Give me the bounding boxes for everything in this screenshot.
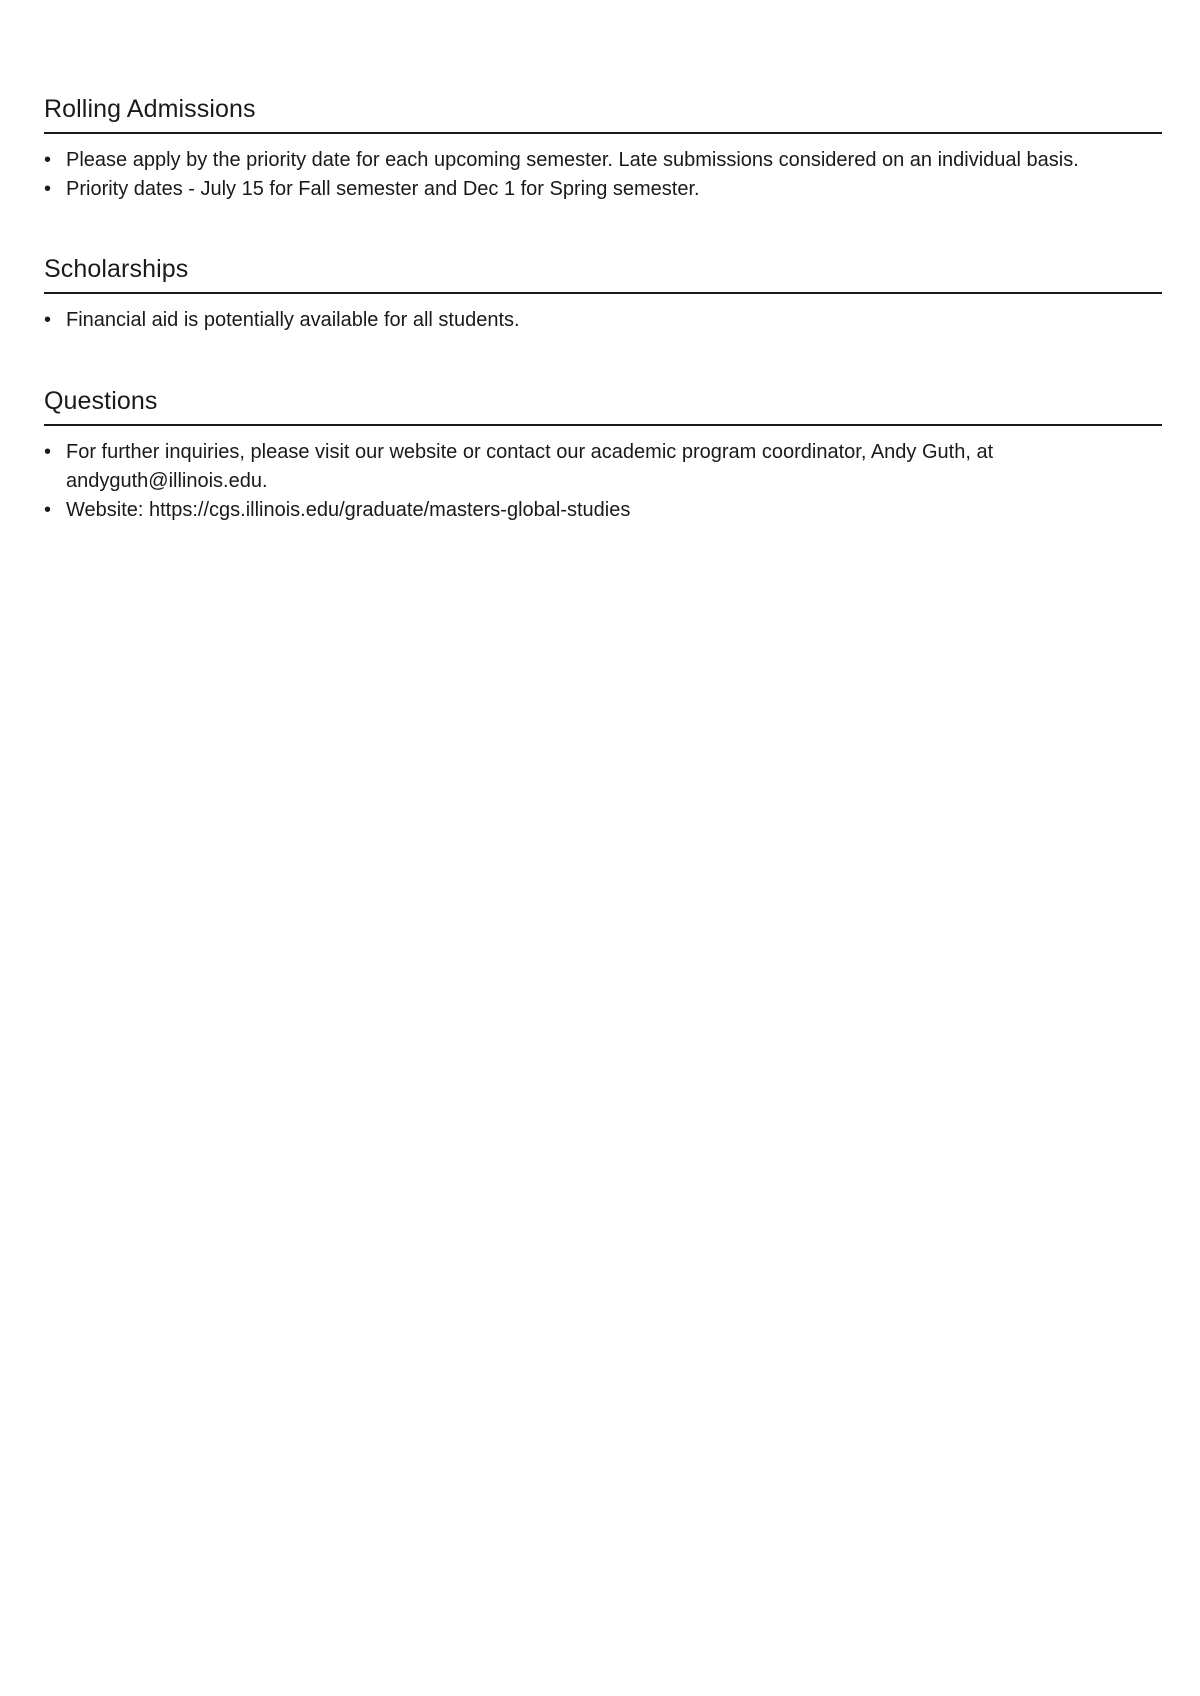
section-title: Questions bbox=[44, 384, 1162, 426]
list-item-text: Website: https://cgs.illinois.edu/graduate/masters-global-studies bbox=[66, 499, 631, 521]
bullet-icon: • bbox=[44, 149, 52, 171]
list-item bbox=[44, 146, 1162, 175]
section-scholarships bbox=[44, 252, 1162, 335]
section-questions bbox=[44, 384, 1162, 525]
section-title: Rolling Admissions bbox=[44, 92, 1162, 134]
bullet-icon: • bbox=[44, 178, 52, 200]
list-item-text: Please apply by the priority date for each upcoming semester. Late submissions considered on an individual basis. bbox=[66, 149, 1079, 171]
section-rolling-admissions bbox=[44, 92, 1162, 204]
list-item bbox=[44, 175, 1162, 204]
list-item bbox=[44, 496, 1162, 525]
bullet-icon: • bbox=[44, 499, 52, 521]
list-item-text: Priority dates - July 15 for Fall semester and Dec 1 for Spring semester. bbox=[66, 178, 700, 200]
bullet-list bbox=[44, 438, 1162, 525]
bullet-list bbox=[44, 306, 1162, 335]
list-item bbox=[44, 306, 1162, 335]
bullet-icon: • bbox=[44, 441, 52, 463]
bullet-list bbox=[44, 146, 1162, 204]
list-item-text: For further inquiries, please visit our website or contact our academic program coordinator, Andy Guth, at andyguth@illinois.edu. bbox=[66, 441, 994, 492]
list-item-text: Financial aid is potentially available for all students. bbox=[66, 309, 520, 331]
list-item bbox=[44, 438, 1162, 496]
section-title: Scholarships bbox=[44, 252, 1162, 294]
bullet-icon: • bbox=[44, 309, 52, 331]
